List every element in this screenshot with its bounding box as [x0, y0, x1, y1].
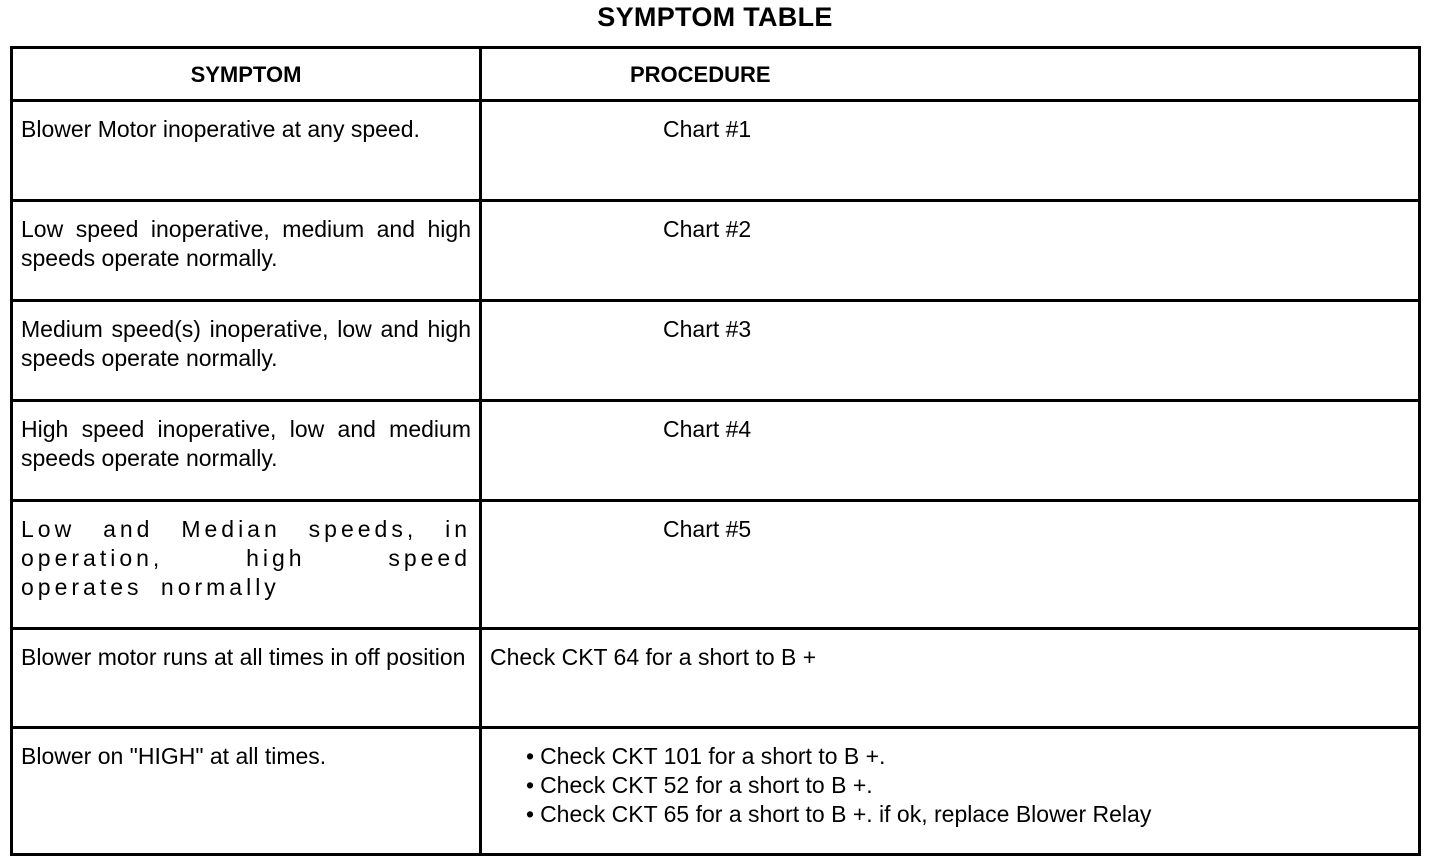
table-row	[12, 101, 1420, 201]
table-row	[12, 301, 1420, 401]
symptom-cell: High speed inoperative, low and medium speeds operate normally.	[12, 401, 481, 501]
procedure-cell: Check CKT 64 for a short to B +	[481, 629, 1420, 728]
column-header-symptom: SYMPTOM	[12, 48, 481, 101]
page-title: SYMPTOM TABLE	[597, 2, 833, 32]
table-row	[12, 501, 1420, 629]
procedure-cell: Chart #1	[481, 101, 1420, 201]
procedure-cell	[481, 728, 1420, 855]
procedure-list	[490, 742, 1410, 829]
table-row	[12, 728, 1420, 855]
symptom-cell: Low speed inoperative, medium and high speeds operate normally.	[12, 201, 481, 301]
procedure-cell: Chart #2	[481, 201, 1420, 301]
symptom-cell: Blower motor runs at all times in off position	[12, 629, 481, 728]
symptom-cell: Blower Motor inoperative at any speed.	[12, 101, 481, 201]
procedure-cell: Chart #5	[481, 501, 1420, 629]
procedure-cell: Chart #3	[481, 301, 1420, 401]
symptom-table	[10, 46, 1421, 856]
symptom-cell: Blower on "HIGH" at all times.	[12, 728, 481, 855]
list-item: • Check CKT 65 for a short to B +. if ok, replace Blower Relay	[526, 800, 1410, 829]
table-row	[12, 401, 1420, 501]
column-header-procedure: PROCEDURE	[481, 48, 1420, 101]
table-header-row	[12, 48, 1420, 101]
list-item: • Check CKT 101 for a short to B +.	[526, 742, 1410, 771]
list-item: • Check CKT 52 for a short to B +.	[526, 771, 1410, 800]
procedure-cell: Chart #4	[481, 401, 1420, 501]
table-row	[12, 629, 1420, 728]
symptom-cell: Low and Median speeds, in operation, high speed operates normally	[12, 501, 481, 629]
table-row	[12, 201, 1420, 301]
symptom-cell: Medium speed(s) inoperative, low and high speeds operate normally.	[12, 301, 481, 401]
